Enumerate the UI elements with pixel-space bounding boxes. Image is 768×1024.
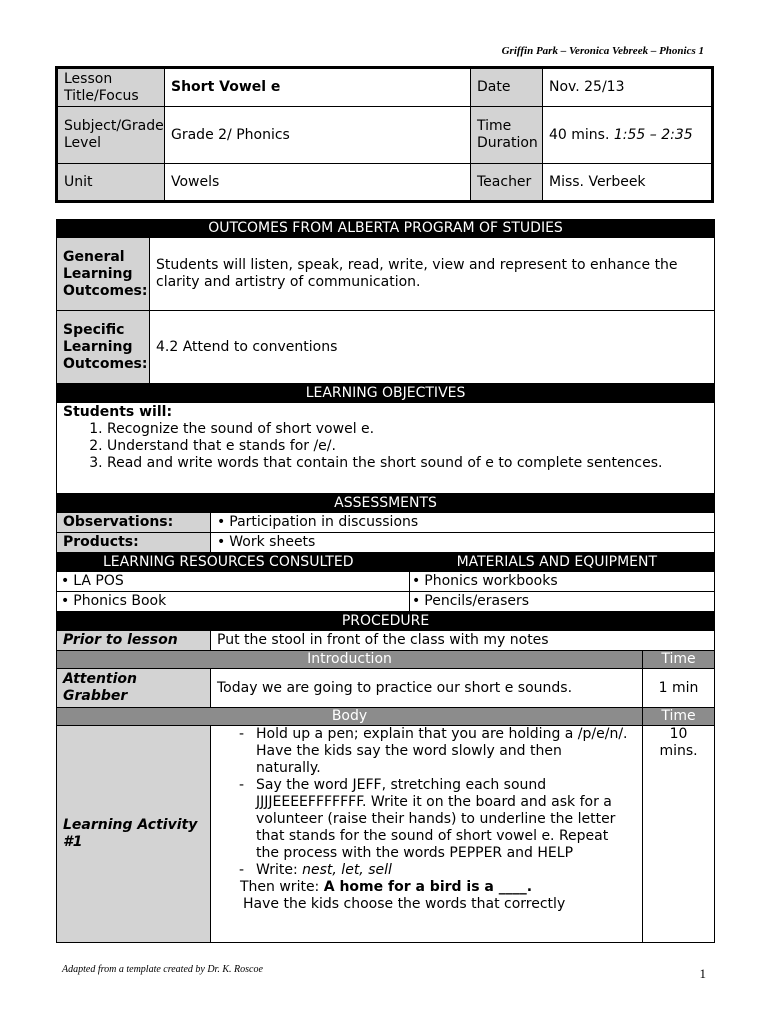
time-value — [543, 107, 713, 164]
example-sentence: A home for a bird is a ____. — [323, 879, 533, 895]
attention-time: 1 min — [643, 669, 715, 708]
lesson-label: Lesson Title/Focus — [57, 68, 165, 107]
products-row — [57, 533, 715, 553]
resources-heading: LEARNING RESOURCES CONSULTED — [57, 553, 400, 572]
outcomes-heading: OUTCOMES FROM ALBERTA PROGRAM OF STUDIES — [57, 220, 715, 238]
prior-label: Prior to lesson — [57, 631, 211, 651]
unit-row — [57, 164, 713, 202]
material-item: • Phonics workbooks — [412, 573, 558, 589]
subject-label: Subject/Grade Level — [57, 107, 165, 164]
resources-row-1 — [57, 572, 715, 592]
subject-row — [57, 107, 713, 164]
activity-step: - Say the word JEFF, stretching each sound JJJJEEEEFFFFFFF. Write it on the board and ask for a volunteer (raise their hands) to underline the letter that stands for the sound of short vowel e. Repeat the process with the words PEPPER and HELP — [211, 777, 642, 862]
attention-label: Attention Grabber — [57, 669, 211, 708]
lesson-value: Short Vowel e — [165, 68, 471, 107]
objectives-list — [63, 421, 708, 472]
teacher-label: Teacher — [471, 164, 543, 202]
then-write: Then write: — [240, 879, 324, 895]
body-header-row — [57, 708, 715, 726]
objective-item: 3. Read and write words that contain the short sound of e to complete sentences. — [107, 455, 708, 472]
body-time-heading: Time — [643, 708, 715, 726]
lesson-plan-table — [56, 219, 715, 943]
objectives-heading: LEARNING OBJECTIVES — [57, 384, 715, 403]
page-number: 1 — [699, 966, 706, 981]
activity-steps — [211, 726, 642, 879]
general-outcome-label: General Learning Outcomes: — [57, 238, 150, 311]
resources-row-2 — [57, 592, 715, 612]
material-item: • Pencils/erasers — [412, 593, 529, 609]
specific-outcome-row — [57, 311, 715, 384]
time-value-plain: 40 mins. — [549, 126, 614, 143]
activity-label: Learning Activity #1 — [57, 726, 211, 943]
objectives-row — [57, 403, 715, 494]
footer-credit: Adapted from a template created by Dr. K. Roscoe — [62, 964, 263, 975]
objective-item: 2. Understand that e stands for /e/. — [107, 438, 708, 455]
specific-outcome-text: 4.2 Attend to conventions — [150, 311, 715, 384]
materials-heading: MATERIALS AND EQUIPMENT — [400, 553, 715, 572]
prior-row — [57, 631, 715, 651]
time-value-range: 1:55 – 2:35 — [613, 126, 693, 143]
resource-item: • Phonics Book — [61, 593, 166, 609]
products-label: Products: — [57, 533, 211, 553]
activity-step — [211, 862, 642, 879]
activity-row — [57, 726, 715, 943]
teacher-value: Miss. Verbeek — [543, 164, 713, 202]
introduction-time-heading: Time — [643, 651, 715, 669]
unit-value: Vowels — [165, 164, 471, 202]
objectives-intro: Students will: — [63, 404, 173, 420]
assessments-heading: ASSESSMENTS — [57, 494, 715, 513]
introduction-header-row — [57, 651, 715, 669]
attention-text: Today we are going to practice our short e sounds. — [211, 669, 643, 708]
specific-outcome-label: Specific Learning Outcomes: — [57, 311, 150, 384]
procedure-heading: PROCEDURE — [57, 612, 715, 631]
general-outcome-row — [57, 238, 715, 311]
products-value: • Work sheets — [217, 534, 315, 550]
subject-value: Grade 2/ Phonics — [165, 107, 471, 164]
observations-row — [57, 513, 715, 533]
introduction-heading: Introduction — [57, 651, 643, 669]
write-words: nest, let, sell — [302, 862, 392, 878]
general-outcome-text: Students will listen, speak, read, write, view and represent to enhance the clarity and artistry of communication. — [150, 238, 715, 311]
lesson-info-table — [55, 66, 714, 203]
activity-time: 10 mins. — [643, 726, 715, 943]
date-label: Date — [471, 68, 543, 107]
choose-text: Have the kids choose the words that correctly — [243, 896, 566, 912]
resource-item: • LA POS — [61, 573, 124, 589]
lesson-row — [57, 68, 713, 107]
observations-value: • Participation in discussions — [217, 514, 418, 530]
document-header: Griffin Park – Veronica Vebreek – Phonics 1 — [501, 45, 704, 57]
objective-item: 1. Recognize the sound of short vowel e. — [107, 421, 708, 438]
attention-row — [57, 669, 715, 708]
prior-text: Put the stool in front of the class with my notes — [211, 631, 715, 651]
observations-label: Observations: — [57, 513, 211, 533]
unit-label: Unit — [57, 164, 165, 202]
activity-step: - Hold up a pen; explain that you are holding a /p/e/n/. Have the kids say the word slowly and then naturally. — [211, 726, 642, 777]
date-value: Nov. 25/13 — [543, 68, 713, 107]
body-heading: Body — [57, 708, 643, 726]
write-prefix: Write: — [256, 862, 303, 878]
time-label: Time Duration — [471, 107, 543, 164]
